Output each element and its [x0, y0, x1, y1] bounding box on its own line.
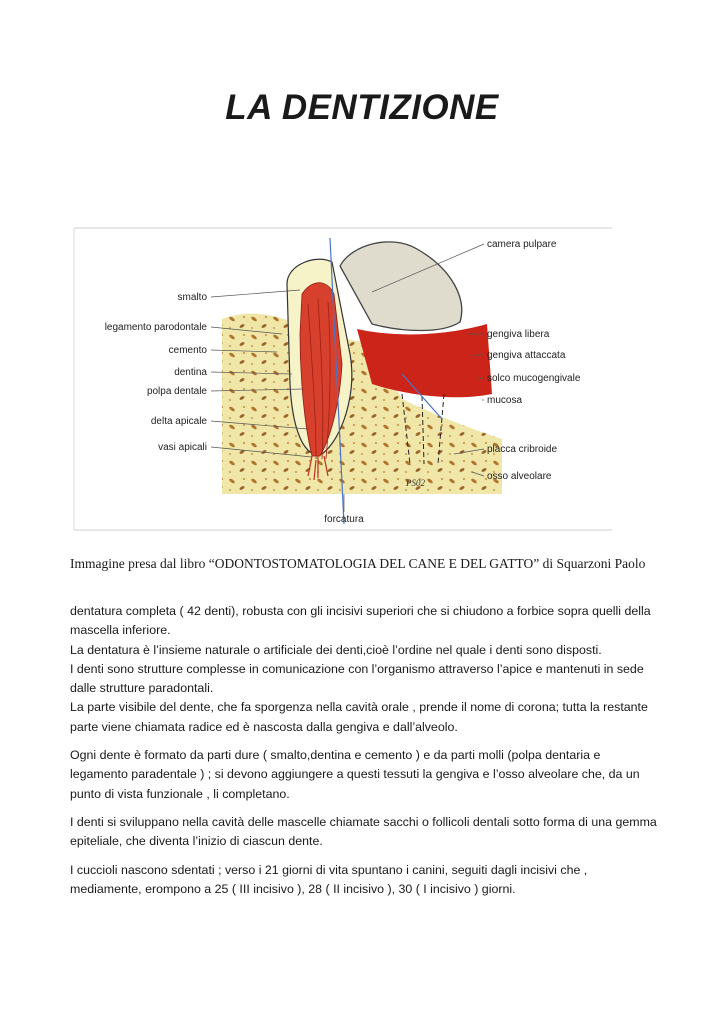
text-line: I denti si sviluppano nella cavità delle mascelle chiamate sacchi o follicoli dentali sotto forma di una gemma — [70, 814, 657, 829]
text-line: mediamente, erompono a 25 ( III incisivo ), 28 ( II incisivo ), 30 ( I incisivo ) giorni. — [70, 881, 516, 896]
label-forcatura: forcatura — [324, 514, 364, 525]
text-line: I cuccioli nascono sdentati ; verso i 21 giorni di vita spuntano i canini, seguiti dagli incisivi che , — [70, 862, 588, 877]
body-text — [70, 602, 670, 908]
text-line: dalle strutture paradontali. — [70, 681, 214, 696]
crown-enamel — [340, 242, 462, 331]
text-line: La parte visibile del dente, che fa sporgenza nella cavità orale , prende il nome di corona; tutta la restante — [70, 700, 648, 715]
paragraph — [70, 861, 670, 900]
label-polpa-dentale: polpa dentale — [146, 386, 207, 397]
label-cemento: cemento — [168, 345, 207, 356]
label-placca-cribroide: placca cribroide — [487, 444, 558, 455]
paragraph — [70, 813, 670, 852]
label-delta-apicale: delta apicale — [150, 416, 207, 427]
tooth-anatomy-figure — [72, 224, 616, 534]
text-line: legamento paradentale ) ; si devono aggiungere a questi tessuti la gengiva e l’osso alveolare che, da un — [70, 767, 640, 782]
text-line: dentatura completa ( 42 denti), robusta con gli incisivi superiori che si chiudono a forbice sopra quelli della — [70, 604, 651, 618]
page-title: LA DENTIZIONE — [225, 88, 499, 127]
label-vasi-apicali: vasi apicali — [158, 442, 207, 453]
text-line: I denti sono strutture complesse in comunicazione con l’organismo attraverso l’apice e mantenuti in sede — [70, 661, 644, 676]
label-solco-mucogengivale: solco mucogengivale — [487, 373, 581, 384]
text-line: punto di vista funzionale , li completano. — [70, 786, 290, 801]
tooth-diagram — [72, 224, 616, 534]
text-line: parte viene chiamata radice ed è nascosta dalla gengiva e dall’alveolo. — [70, 719, 458, 734]
label-gengiva-attaccata: gengiva attaccata — [487, 350, 566, 361]
text-line: epiteliale, che diventa l’inizio di ciascun dente. — [70, 834, 323, 849]
label-gengiva-libera: gengiva libera — [487, 329, 550, 340]
label-mucosa: mucosa — [487, 395, 523, 406]
label-dentina: dentina — [174, 367, 207, 378]
text-line: Ogni dente è formato da parti dure ( smalto,dentina e cemento ) e da parti molli (polpa dentaria e — [70, 748, 601, 763]
figure-caption: Immagine presa dal libro “ODONTOSTOMATOLOGIA DEL CANE E DEL GATTO” di Squarzoni Paolo — [70, 556, 646, 571]
label-osso-alveolare: osso alveolare — [487, 471, 552, 482]
label-smalto: smalto — [177, 292, 207, 303]
illustrator-signature: PS02 — [406, 478, 425, 488]
paragraph — [70, 602, 670, 737]
paragraph — [70, 746, 670, 804]
label-legamento-parodontale: legamento parodontale — [104, 322, 207, 333]
label-camera-pulpare: camera pulpare — [487, 239, 557, 250]
text-line: La dentatura è l’insieme naturale o artificiale dei denti,cioè l’ordine nel quale i denti sono disposti. — [70, 642, 602, 657]
text-line: mascella inferiore. — [70, 623, 171, 638]
